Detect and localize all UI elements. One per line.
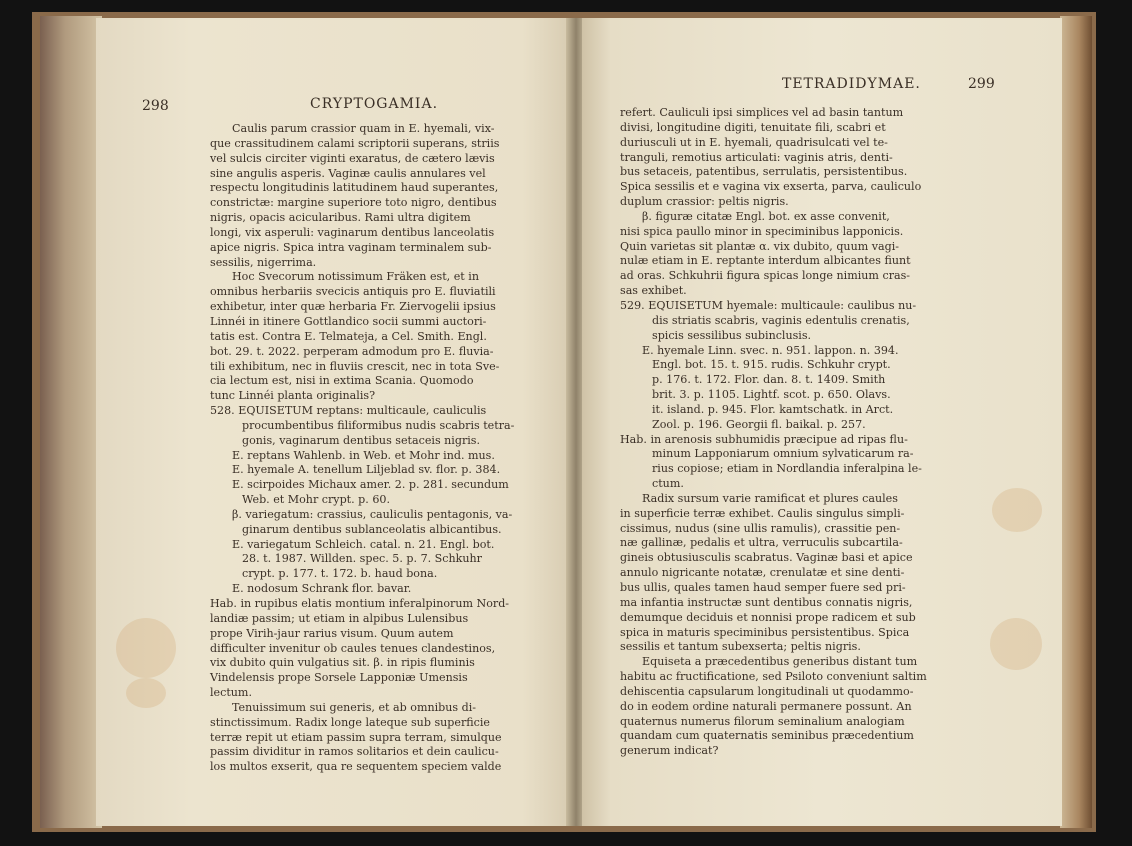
text-line: it. island. p. 945. Flor. kamtschatk. in Arct.: [652, 402, 894, 416]
foxing-stain: [990, 618, 1042, 670]
text-line: E. variegatum Schleich. catal. n. 21. Engl. bot.: [232, 537, 495, 551]
text-line: generum indicat?: [620, 744, 719, 758]
right-page: [582, 18, 1062, 826]
text-line: gineis obtusiusculis scabratus. Vaginæ basi et apice: [620, 551, 913, 565]
text-line: bus ullis, quales tamen haud semper fuere sed pri-: [620, 581, 906, 594]
text-line: E. hyemale Linn. svec. n. 951. lappon. n. 394.: [642, 343, 899, 357]
text-line: respectu longitudinis latitudinem haud superantes,: [210, 181, 499, 195]
text-line: nulæ etiam in E. reptante interdum albicantes fiunt: [620, 254, 911, 268]
text-line: habitu ac fructificatione, sed Psiloto conveniunt saltim: [620, 670, 927, 684]
text-line: ad oras. Schkuhrii figura spicas longe nimium cras-: [620, 269, 911, 283]
text-line: Tenuissimum sui generis, et ab omnibus di-: [232, 700, 477, 714]
text-line: Engl. bot. 15. t. 915. rudis. Schkuhr crypt.: [652, 358, 891, 372]
text-line: β. variegatum: crassius, cauliculis pentagonis, va-: [232, 507, 513, 521]
text-line: sine angulis asperis. Vaginæ caulis annulares vel: [210, 166, 486, 180]
text-line: procumbentibus filiformibus nudis scabris tetra-: [242, 418, 515, 432]
left-page: [96, 18, 570, 826]
text-line: Linnéi in itinere Gottlandico socii summi auctori-: [210, 314, 487, 328]
text-line: duplum crassior: peltis nigris.: [620, 195, 789, 209]
text-line: cissimus, nudus (sine ullis ramulis), crassitie pen-: [620, 521, 901, 535]
text-line: lectum.: [210, 686, 252, 700]
text-line: constrictæ: margine superiore toto nigro, dentibus: [210, 196, 497, 210]
text-line: Web. et Mohr crypt. p. 60.: [242, 493, 390, 507]
page-number: 299: [968, 76, 995, 92]
foxing-stain: [992, 488, 1042, 532]
text-line: ma infantia instructæ sunt dentibus connatis nigris,: [620, 595, 913, 609]
text-line: nisi spica paullo minor in speciminibus lapponicis.: [620, 224, 904, 238]
running-header: CRYPTOGAMIA.: [310, 96, 439, 112]
text-line: Hab. in arenosis subhumidis præcipue ad ripas flu-: [620, 432, 908, 446]
text-line: omnibus herbariis svecicis antiquis pro E. fluviatili: [210, 285, 496, 299]
text-line: vix dubito quin vulgatius sit. β. in ripis fluminis: [210, 656, 475, 670]
text-line: annulo nigricante notatæ, crenulatæ et sine denti-: [620, 566, 905, 580]
right-page-edges: [1060, 16, 1092, 828]
text-line: E. reptans Wahlenb. in Web. et Mohr ind. mus.: [232, 448, 495, 462]
text-line: tunc Linnéi planta originalis?: [210, 389, 376, 403]
text-line: prope Virih-jaur rarius visum. Quum autem: [210, 626, 454, 640]
text-line: 28. t. 1987. Willden. spec. 5. p. 7. Schkuhr: [242, 552, 482, 566]
text-line: brit. 3. p. 1105. Lightf. scot. p. 650. Olavs.: [652, 388, 891, 402]
text-line: 529. EQUISETUM hyemale: multicaule: caulibus nu-: [620, 298, 917, 312]
text-line: ctum.: [652, 477, 684, 491]
text-line: nigris, opacis acicularibus. Rami ultra digitem: [210, 211, 471, 225]
text-line: tatis est. Contra E. Telmateja, a Cel. Smith. Engl.: [210, 329, 487, 343]
text-line: E. scirpoides Michaux amer. 2. p. 281. secundum: [232, 478, 509, 492]
text-line: dis striatis scabris, vaginis edentulis crenatis,: [652, 313, 910, 327]
text-line: næ gallinæ, pedalis et ultra, verruculis subcartila-: [620, 536, 903, 550]
text-line: difficulter invenitur ob caules tenues clandestinos,: [210, 641, 496, 655]
body-text: [620, 106, 927, 759]
text-line: quaternus numerus filorum seminalium analogiam: [620, 714, 905, 728]
text-line: in superficie terræ exhibet. Caulis singulus simpli-: [620, 506, 905, 520]
text-line: tranguli, remotius articulati: vaginis atris, denti-: [620, 150, 893, 164]
text-line: E. nodosum Schrank flor. bavar.: [232, 582, 412, 596]
text-line: los multos exserit, qua re sequentem speciem valde: [210, 760, 502, 774]
text-line: passim dividitur in ramos solitarios et dein caulicu-: [210, 745, 499, 759]
text-line: divisi, longitudine digiti, tenuitate fili, scabri et: [620, 120, 886, 134]
text-line: β. figuræ citatæ Engl. bot. ex asse convenit,: [642, 209, 890, 223]
text-line: que crassitudinem calami scriptorii superans, striis: [210, 136, 500, 150]
text-line: cia lectum est, nisi in extima Scania. Quomodo: [210, 374, 474, 388]
text-line: minum Lapponiarum omnium sylvaticarum ra-: [652, 447, 914, 461]
text-line: apice nigris. Spica intra vaginam terminalem sub-: [210, 240, 492, 254]
text-line: dehiscentia capsularum longitudinali ut quodammo-: [620, 684, 914, 698]
text-line: sessilis, nigerrima.: [210, 255, 317, 269]
text-line: Spica sessilis et e vagina vix exserta, parva, cauliculo: [620, 180, 922, 194]
left-page-edges: [40, 16, 102, 828]
text-line: crypt. p. 177. t. 172. b. haud bona.: [242, 567, 438, 581]
text-line: refert. Cauliculi ipsi simplices vel ad basin tantum: [620, 106, 904, 119]
text-line: duriusculi ut in E. hyemali, quadrisulcati vel te-: [620, 135, 888, 149]
text-line: Quin varietas sit plantæ α. vix dubito, quum vagi-: [620, 239, 900, 253]
foxing-stain: [126, 678, 166, 708]
text-line: sas exhibet.: [620, 284, 687, 298]
body-text: [210, 122, 514, 775]
text-line: longi, vix asperuli: vaginarum dentibus lanceolatis: [210, 225, 495, 239]
text-line: landiæ passim; ut etiam in alpibus Lulensibus: [210, 611, 469, 625]
text-line: spica in maturis speciminibus persistentibus. Spica: [620, 625, 910, 639]
text-line: Equiseta a præcedentibus generibus distant tum: [642, 655, 918, 669]
text-line: bot. 29. t. 2022. perperam admodum pro E. fluvia-: [210, 344, 494, 358]
text-line: Radix sursum varie ramificat et plures caules: [642, 491, 898, 505]
text-line: tili exhibitum, nec in fluviis crescit, nec in tota Sve-: [210, 359, 500, 373]
text-line: Caulis parum crassior quam in E. hyemali, vix-: [232, 122, 495, 135]
running-header: TETRADIDYMAE.: [782, 76, 921, 92]
text-line: terræ repit ut etiam passim supra terram, simulque: [210, 730, 502, 744]
text-line: quandam cum quaternatis seminibus præcedentium: [620, 729, 914, 743]
text-line: bus setaceis, patentibus, serrulatis, persistentibus.: [620, 165, 908, 179]
text-line: Hab. in rupibus elatis montium inferalpinorum Nord-: [210, 597, 510, 610]
text-line: E. hyemale A. tenellum Liljeblad sv. flor. p. 384.: [232, 463, 501, 477]
page-number: 298: [142, 98, 169, 114]
text-line: Hoc Svecorum notissimum Fräken est, et in: [232, 270, 479, 284]
text-line: Vindelensis prope Sorsele Lapponiæ Umensis: [210, 671, 468, 685]
text-line: 528. EQUISETUM reptans: multicaule, cauliculis: [210, 404, 487, 418]
text-line: Zool. p. 196. Georgii fl. baikal. p. 257.: [652, 417, 866, 431]
text-line: do in eodem ordine naturali permanere possunt. An: [620, 699, 912, 713]
text-line: p. 176. t. 172. Flor. dan. 8. t. 1409. Smith: [652, 373, 886, 387]
text-line: sessilis et tantum subexserta; peltis nigris.: [620, 640, 861, 654]
text-line: spicis sessilibus subinclusis.: [652, 328, 812, 342]
text-line: ginarum dentibus sublanceolatis albicantibus.: [242, 522, 502, 536]
text-line: stinctissimum. Radix longe lateque sub superficie: [210, 715, 490, 729]
text-line: demumque deciduis et nonnisi prope radicem et sub: [620, 610, 916, 624]
text-line: rius copiose; etiam in Nordlandia inferalpina le-: [652, 462, 922, 476]
text-line: gonis, vaginarum dentibus setaceis nigris.: [242, 433, 481, 447]
foxing-stain: [116, 618, 176, 678]
text-line: exhibetur, inter quæ herbaria Fr. Ziervogelii ipsius: [210, 300, 496, 314]
text-line: vel sulcis circiter viginti exaratus, de cætero lævis: [210, 151, 495, 165]
